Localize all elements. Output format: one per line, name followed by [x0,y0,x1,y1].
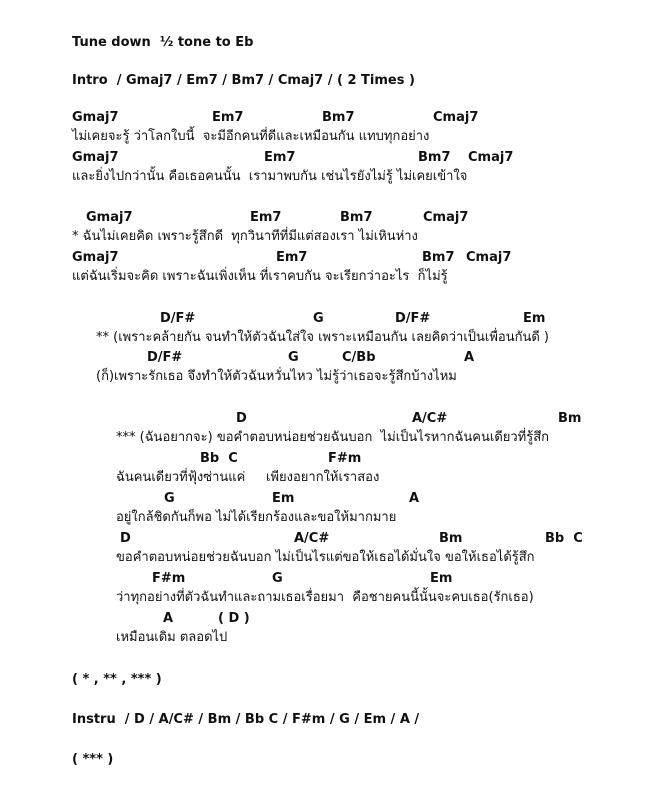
chord: A [464,350,475,365]
chord: A [163,611,174,626]
tuning-note: Tune down ½ tone to Eb [72,35,254,50]
lyric-line: แต่ฉันเริ่มจะคิด เพราะฉันเพิ่งเห็น ที่เราคบกัน จะเรียกว่าอะไร ก็ไม่รู้ [72,269,448,284]
chord: Em [523,311,546,326]
chord: Gmaj7 [72,110,119,125]
chord: G [313,311,324,326]
chord: Gmaj7 [72,150,119,165]
instrumental-line: Instru / D / A/C# / Bm / Bb C / F#m / G / Em / A / [72,712,420,727]
repeat-marker: ( *** ) [72,752,114,767]
chord: Em [430,571,453,586]
lyric-line: *** (ฉันอยากจะ) ขอคำตอบหน่อยช่วยฉันบอก ไม่เป็นไรหากฉันคนเดียวที่รู้สึก [116,430,550,445]
lyric-line: เหมือนเดิม ตลอดไป [116,630,228,645]
chord: Bm [558,411,582,426]
chord: Gmaj7 [86,210,133,225]
chord: D [120,531,131,546]
lyric-line: ไม่เคยจะรู้ ว่าโลกใบนี้ จะมีอีกคนที่ดีและเหมือนกัน แทบทุกอย่าง [72,129,430,144]
chord: F#m [152,571,186,586]
lyric-line: (ก็)เพราะรักเธอ จึงทำให้ตัวฉันหวั่นไหว ไม่รู้ว่าเธอจะรู้สึกบ้างไหม [96,369,457,384]
chord: Bm7 [418,150,451,165]
chord: Gmaj7 [72,250,119,265]
chord: G [272,571,283,586]
lyric-line: ฉันคนเดียวที่ฟุ้งซ่านแค่ เพียงอยากให้เราสอง [116,470,380,485]
lyric-line: และยิ่งไปกว่านั้น คือเธอคนนั้น เรามาพบกัน เช่นไรยังไม่รู้ ไม่เคยเข้าใจ [72,169,468,184]
chord: D/F# [147,350,183,365]
repeat-marker: ( * , ** , *** ) [72,672,162,687]
chord: F#m [328,451,362,466]
lyric-line: ขอคำตอบหน่อยช่วยฉันบอก ไม่เป็นไรแต่ขอให้เธอได้มั่นใจ ขอให้เธอได้รู้สึก [116,550,535,565]
chord: Cmaj7 [466,250,512,265]
chord: Bb C [545,531,583,546]
chord: A [409,491,420,506]
chord: Cmaj7 [468,150,514,165]
chord: D [236,411,247,426]
chord: Em7 [264,150,296,165]
chord: A/C# [294,531,330,546]
chord: A/C# [412,411,448,426]
chord: Em7 [250,210,282,225]
chord: Cmaj7 [433,110,479,125]
chord: ( D ) [218,611,250,626]
chord: D/F# [395,311,431,326]
chord: Bm7 [322,110,355,125]
chord: Bm [439,531,463,546]
chord: Em [272,491,295,506]
chord: G [288,350,299,365]
lyric-line: ว่าทุกอย่างที่ตัวฉันทำและถามเธอเรื่อยมา คือชายคนนี้นั้นจะคบเธอ(รักเธอ) [116,590,534,605]
chord: Em7 [212,110,244,125]
chord: D/F# [160,311,196,326]
chord: G [164,491,175,506]
chord: Bm7 [340,210,373,225]
intro-line: Intro / Gmaj7 / Em7 / Bm7 / Cmaj7 / ( 2 Times ) [72,73,415,88]
chord: C/Bb [342,350,376,365]
chord: Bb C [200,451,238,466]
chord: Em7 [276,250,308,265]
lyric-line: อยู่ใกล้ชิดกันก็พอ ไม่ได้เรียกร้องและขอให้มากมาย [116,510,397,525]
chord: Bm7 [422,250,455,265]
lyric-line: ** (เพราะคล้ายกัน จนทำให้ตัวฉันใส่ใจ เพราะเหมือนกัน เลยคิดว่าเป็นเพื่อนกันดี ) [96,330,550,345]
lyric-line: * ฉันไม่เคยคิด เพราะรู้สึกดี ทุกวินาทีที่มีแต่สองเรา ไม่เหินห่าง [72,229,418,244]
chord: Cmaj7 [423,210,469,225]
